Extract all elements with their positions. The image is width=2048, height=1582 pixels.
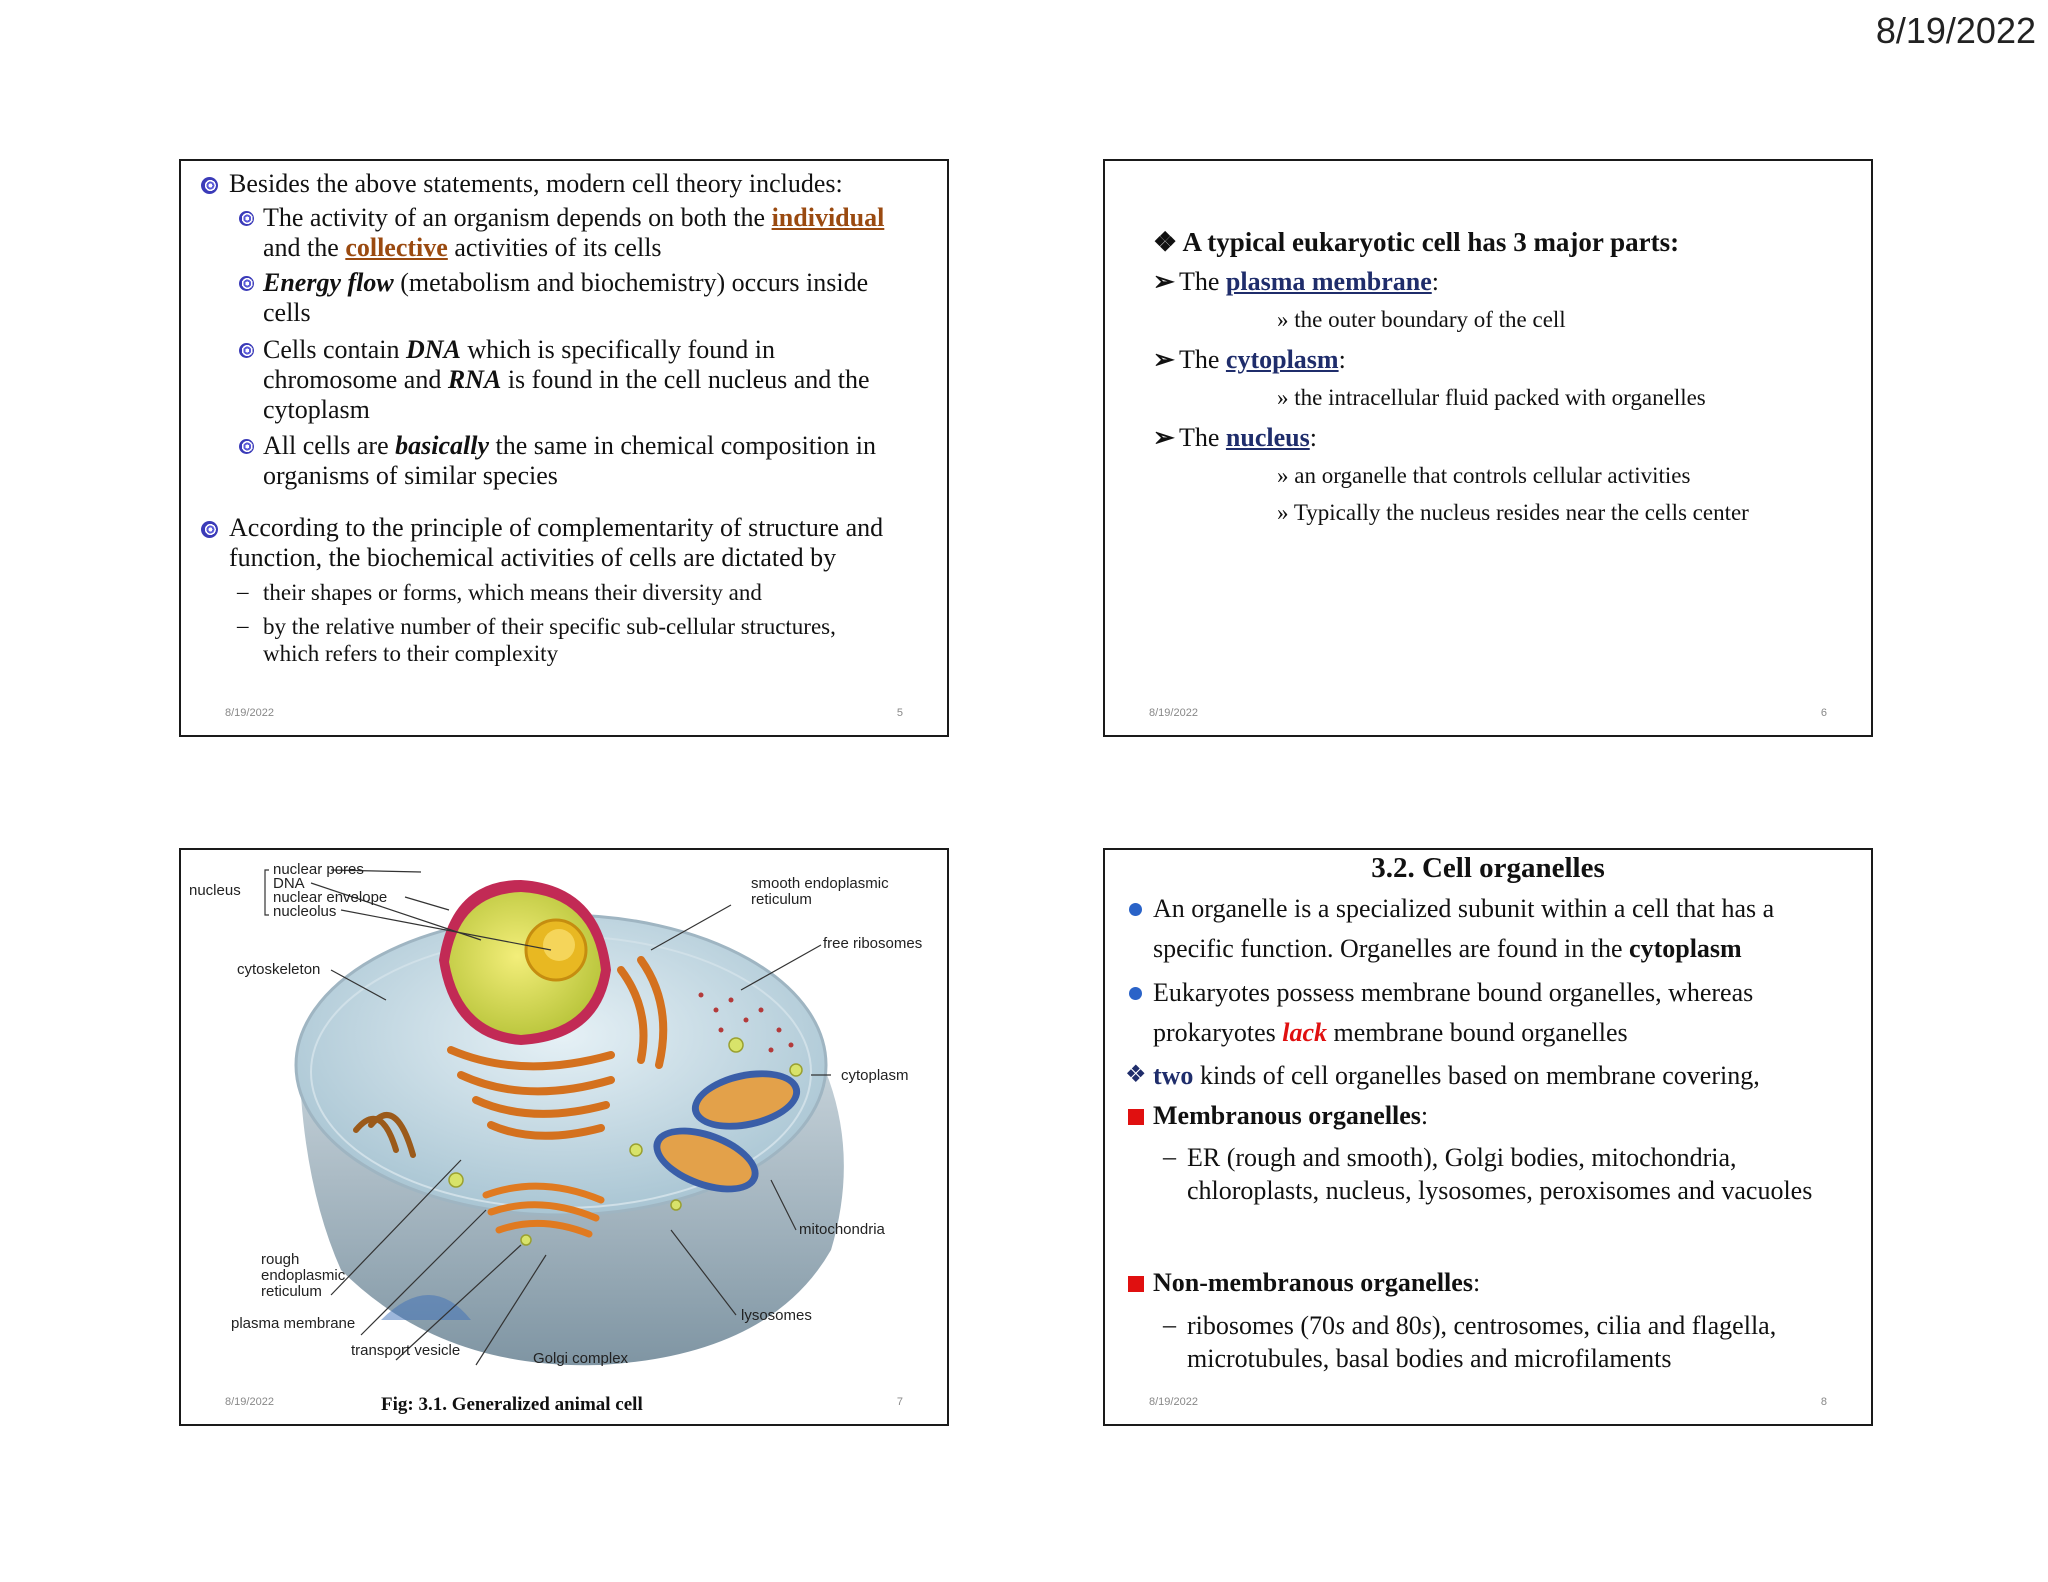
label-transport-vesicle: transport vesicle	[351, 1342, 461, 1359]
spiral-bullet-icon	[201, 521, 218, 538]
bullet-text: Eukaryotes possess membrane bound organelles, whereas	[1153, 978, 1754, 1007]
membranous-list: ER (rough and smooth), Golgi bodies, mitochondria, chloroplasts, nucleus, lysosomes, peroxisomes and vacuoles	[1187, 1143, 1813, 1205]
bullet-text: prokaryotes lack membrane bound organelles	[1153, 1018, 1628, 1047]
sub-bullet-text: cells	[263, 298, 311, 327]
sub-bullet-text: All cells are basically the same in chemical composition in	[263, 431, 877, 460]
slide-number: 5	[896, 707, 903, 719]
spiral-bullet-icon	[239, 211, 254, 226]
label-rough-er: rough	[261, 1251, 300, 1268]
label-smooth-er: smooth endoplasmic	[751, 875, 889, 892]
non-membranous-list: ribosomes (70s and 80s), centrosomes, cilia and flagella, microtubules, basal bodies and microfilaments	[1187, 1311, 1777, 1373]
spiral-bullet-icon	[239, 439, 254, 454]
slide-8	[1103, 848, 1873, 1426]
label-cytoskeleton: cytoskeleton	[237, 961, 321, 978]
slide-5	[179, 159, 949, 737]
sub-bullet-text: organisms of similar species	[263, 461, 558, 490]
bullet-text: specific function. Organelles are found in the cytoplasm	[1153, 934, 1742, 963]
slide-footer-date: 8/19/2022	[1149, 1396, 1198, 1408]
sub-bullet-text: and the collective activities of its cells	[263, 233, 662, 262]
part-description: » the outer boundary of the cell	[1277, 307, 1566, 332]
dash-bullet: –	[1163, 1310, 1176, 1339]
label-nuclear-envelope: nuclear envelope	[273, 889, 388, 906]
sub-bullet-text: cytoplasm	[263, 395, 370, 424]
sub-bullet-text: The activity of an organism depends on both the individual	[263, 203, 885, 232]
nucleus	[439, 880, 611, 1045]
sub-bullet-text: Cells contain DNA which is specifically found in	[263, 335, 775, 364]
slide-number: 6	[1820, 707, 1827, 719]
bullet-text: According to the principle of complementarity of structure and	[229, 513, 884, 542]
part-description: » an organelle that controls cellular activities	[1277, 463, 1691, 488]
spiral-bullet-icon	[201, 177, 218, 194]
label-plasma-membrane: plasma membrane	[231, 1315, 356, 1332]
slide-footer-date: 8/19/2022	[1149, 707, 1198, 719]
part-item-plasma-membrane: ➢ The plasma membrane:	[1153, 267, 1439, 296]
part-description: » Typically the nucleus resides near the cells center	[1277, 500, 1749, 525]
bullet-text: Besides the above statements, modern cell theory includes:	[229, 169, 843, 198]
dot-bullet-icon	[1129, 987, 1142, 1000]
label-dna: DNA	[273, 875, 305, 892]
chevron-bullet-icon: »	[1277, 307, 1295, 332]
dash-item-text: by the relative number of their specific sub-cellular structures,	[263, 614, 836, 639]
slide-footer-date: 8/19/2022	[225, 1396, 274, 1408]
dash-item-text: their shapes or forms, which means their diversity and	[263, 580, 762, 605]
square-bullet-icon	[1128, 1276, 1144, 1292]
label-rough-er: reticulum	[261, 1283, 322, 1300]
sub-bullet-text: chromosome and RNA is found in the cell nucleus and the	[263, 365, 870, 394]
slide-7	[179, 848, 949, 1426]
figure-caption: Fig: 3.1. Generalized animal cell	[381, 1394, 643, 1415]
bullet-text: Membranous organelles:	[1153, 1101, 1429, 1130]
arrow-bullet-icon: ➢	[1153, 267, 1175, 296]
diamond-bullet-icon: ❖	[1125, 1062, 1147, 1088]
slide-number: 8	[1820, 1396, 1827, 1408]
bullet-text: An organelle is a specialized subunit within a cell that has a	[1153, 894, 1775, 923]
page-date: 8/19/2022	[1875, 10, 2036, 51]
label-lysosomes: lysosomes	[741, 1307, 812, 1324]
label-free-ribosomes: free ribosomes	[823, 935, 923, 952]
diamond-bullet-icon: ❖	[1153, 227, 1183, 257]
label-nuclear-pores: nuclear pores	[273, 861, 364, 878]
slide-number: 7	[896, 1396, 903, 1408]
bullet-text: two kinds of cell organelles based on membrane covering,	[1153, 1061, 1760, 1090]
bullet-text: function, the biochemical activities of cells are dictated by	[229, 543, 837, 572]
label-nucleolus: nucleolus	[273, 903, 337, 920]
dash-bullet: –	[1163, 1142, 1176, 1171]
part-description: » the intracellular fluid packed with organelles	[1277, 385, 1706, 410]
slide-heading: ❖ A typical eukaryotic cell has 3 major parts:	[1153, 227, 1680, 257]
slide-6	[1103, 159, 1873, 737]
animal-cell-illustration	[181, 850, 949, 1390]
arrow-bullet-icon: ➢	[1153, 423, 1175, 452]
dash-bullet: –	[237, 613, 249, 638]
chevron-bullet-icon: »	[1277, 463, 1295, 488]
part-item-nucleus: ➢ The nucleus:	[1153, 423, 1317, 452]
arrow-bullet-icon: ➢	[1153, 345, 1175, 374]
label-smooth-er: reticulum	[751, 891, 812, 908]
label-golgi-complex: Golgi complex	[533, 1350, 629, 1367]
slide-title: 3.2. Cell organelles	[1371, 852, 1605, 884]
chevron-bullet-icon: »	[1277, 500, 1294, 525]
dash-item-text: which refers to their complexity	[263, 641, 559, 666]
label-rough-er: endoplasmic	[261, 1267, 346, 1284]
chevron-bullet-icon: »	[1277, 385, 1295, 410]
spiral-bullet-icon	[239, 343, 254, 358]
sub-bullet-text: Energy flow (metabolism and biochemistry) occurs inside	[263, 268, 869, 297]
dot-bullet-icon	[1129, 903, 1142, 916]
square-bullet-icon	[1128, 1109, 1144, 1125]
label-mitochondria: mitochondria	[799, 1221, 885, 1238]
slide-footer-date: 8/19/2022	[225, 707, 274, 719]
part-item-cytoplasm: ➢ The cytoplasm:	[1153, 345, 1346, 374]
label-nucleus: nucleus	[189, 882, 241, 899]
bullet-text: Non-membranous organelles:	[1153, 1268, 1481, 1297]
spiral-bullet-icon	[239, 276, 254, 291]
dash-bullet: –	[237, 579, 249, 604]
label-cytoplasm: cytoplasm	[841, 1067, 909, 1084]
